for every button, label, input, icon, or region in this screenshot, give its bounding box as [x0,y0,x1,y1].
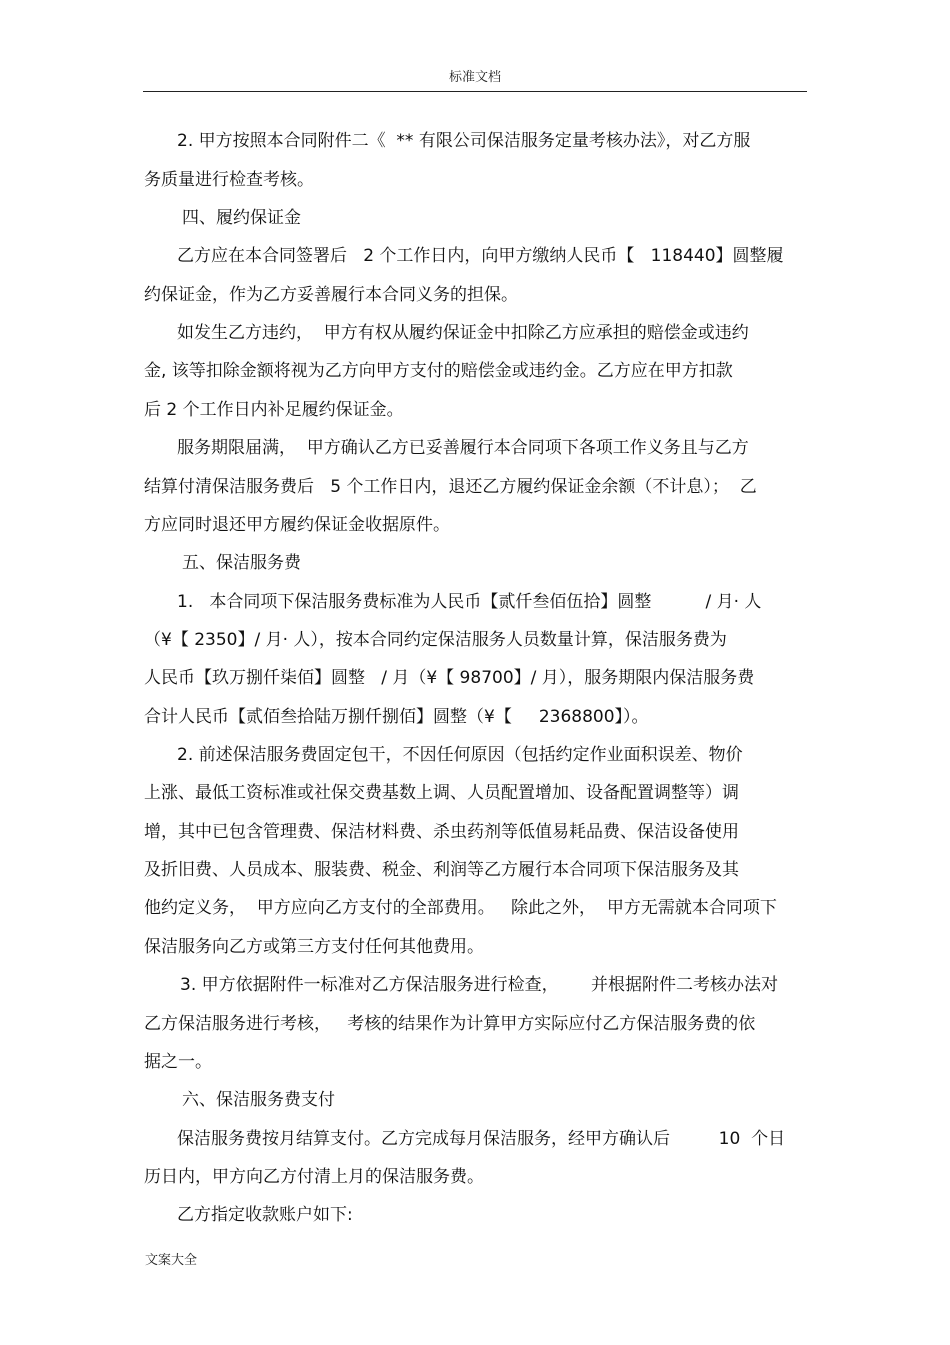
page-footer: 文案大全 [145,1253,198,1268]
paragraph-line: 务质量进行检查考核。 [144,170,314,190]
paragraph-line: 他约定义务， 甲方应向乙方支付的全部费用。 除此之外， 甲方无需就本合同项下 [144,898,777,918]
paragraph-line: 乙方指定收款账户如下: [177,1205,353,1225]
page-header: 标准文档 [448,70,501,85]
paragraph-line: 保洁服务费按月结算支付。乙方完成每月保洁服务，经甲方确认后 10 个日 [177,1129,786,1149]
paragraph-line: 历日内，甲方向乙方付清上月的保洁服务费。 [144,1167,484,1187]
section-heading: 五、保洁服务费 [182,553,301,573]
paragraph-line: 据之一。 [144,1052,212,1072]
paragraph-line: 乙方保洁服务进行考核， 考核的结果作为计算甲方实际应付乙方保洁服务费的依 [144,1014,756,1034]
paragraph-line: 上涨、最低工资标准或社保交费基数上调、人员配置增加、设备配置调整等）调 [144,783,739,803]
paragraph-line: 2. 甲方按照本合同附件二《 ** 有限公司保洁服务定量考核办法》，对乙方服 [177,131,751,151]
header-divider [143,91,807,92]
paragraph-line: 金, 该等扣除金额将视为乙方向甲方支付的赔偿金或违约金。乙方应在甲方扣款 [144,361,733,381]
paragraph-line: 人民币【玖万捌仟柒佰】圆整 / 月（¥【 98700】/ 月），服务期限内保洁服务费 [144,668,755,688]
paragraph-line: 3. 甲方依据附件一标准对乙方保洁服务进行检查， 并根据附件二考核办法对 [180,975,779,995]
paragraph-line: 增，其中已包含管理费、保洁材料费、杀虫药剂等低值易耗品费、保洁设备使用 [144,822,739,842]
paragraph-line: 约保证金，作为乙方妥善履行本合同义务的担保。 [144,285,518,305]
paragraph-line: 2. 前述保洁服务费固定包干，不因任何原因（包括约定作业面积误差、物价 [177,745,743,765]
paragraph-line: 1. 本合同项下保洁服务费标准为人民币【贰仟叁佰伍拾】圆整 / 月· 人 [177,592,762,612]
paragraph-line: 合计人民币【贰佰叁拾陆万捌仟捌佰】圆整（¥【 2368800】）。 [144,707,649,727]
paragraph-line: 结算付清保洁服务费后 5 个工作日内，退还乙方履约保证金余额（不计息）； 乙 [144,477,757,497]
section-heading: 四、履约保证金 [182,208,301,228]
paragraph-line: 如发生乙方违约， 甲方有权从履约保证金中扣除乙方应承担的赔偿金或违约 [177,323,749,343]
paragraph-line: 乙方应在本合同签署后 2 个工作日内，向甲方缴纳人民币【 118440】圆整履 [177,246,784,266]
section-heading: 六、保洁服务费支付 [182,1090,335,1110]
paragraph-line: 后 2 个工作日内补足履约保证金。 [144,400,404,420]
paragraph-line: 服务期限届满， 甲方确认乙方已妥善履行本合同项下各项工作义务且与乙方 [177,438,749,458]
paragraph-line: （¥【 2350】/ 月· 人），按本合同约定保洁服务人员数量计算，保洁服务费为 [144,630,727,650]
paragraph-line: 方应同时退还甲方履约保证金收据原件。 [144,515,450,535]
paragraph-line: 保洁服务向乙方或第三方支付任何其他费用。 [144,937,484,957]
paragraph-line: 及折旧费、人员成本、服装费、税金、利润等乙方履行本合同项下保洁服务及其 [144,860,739,880]
